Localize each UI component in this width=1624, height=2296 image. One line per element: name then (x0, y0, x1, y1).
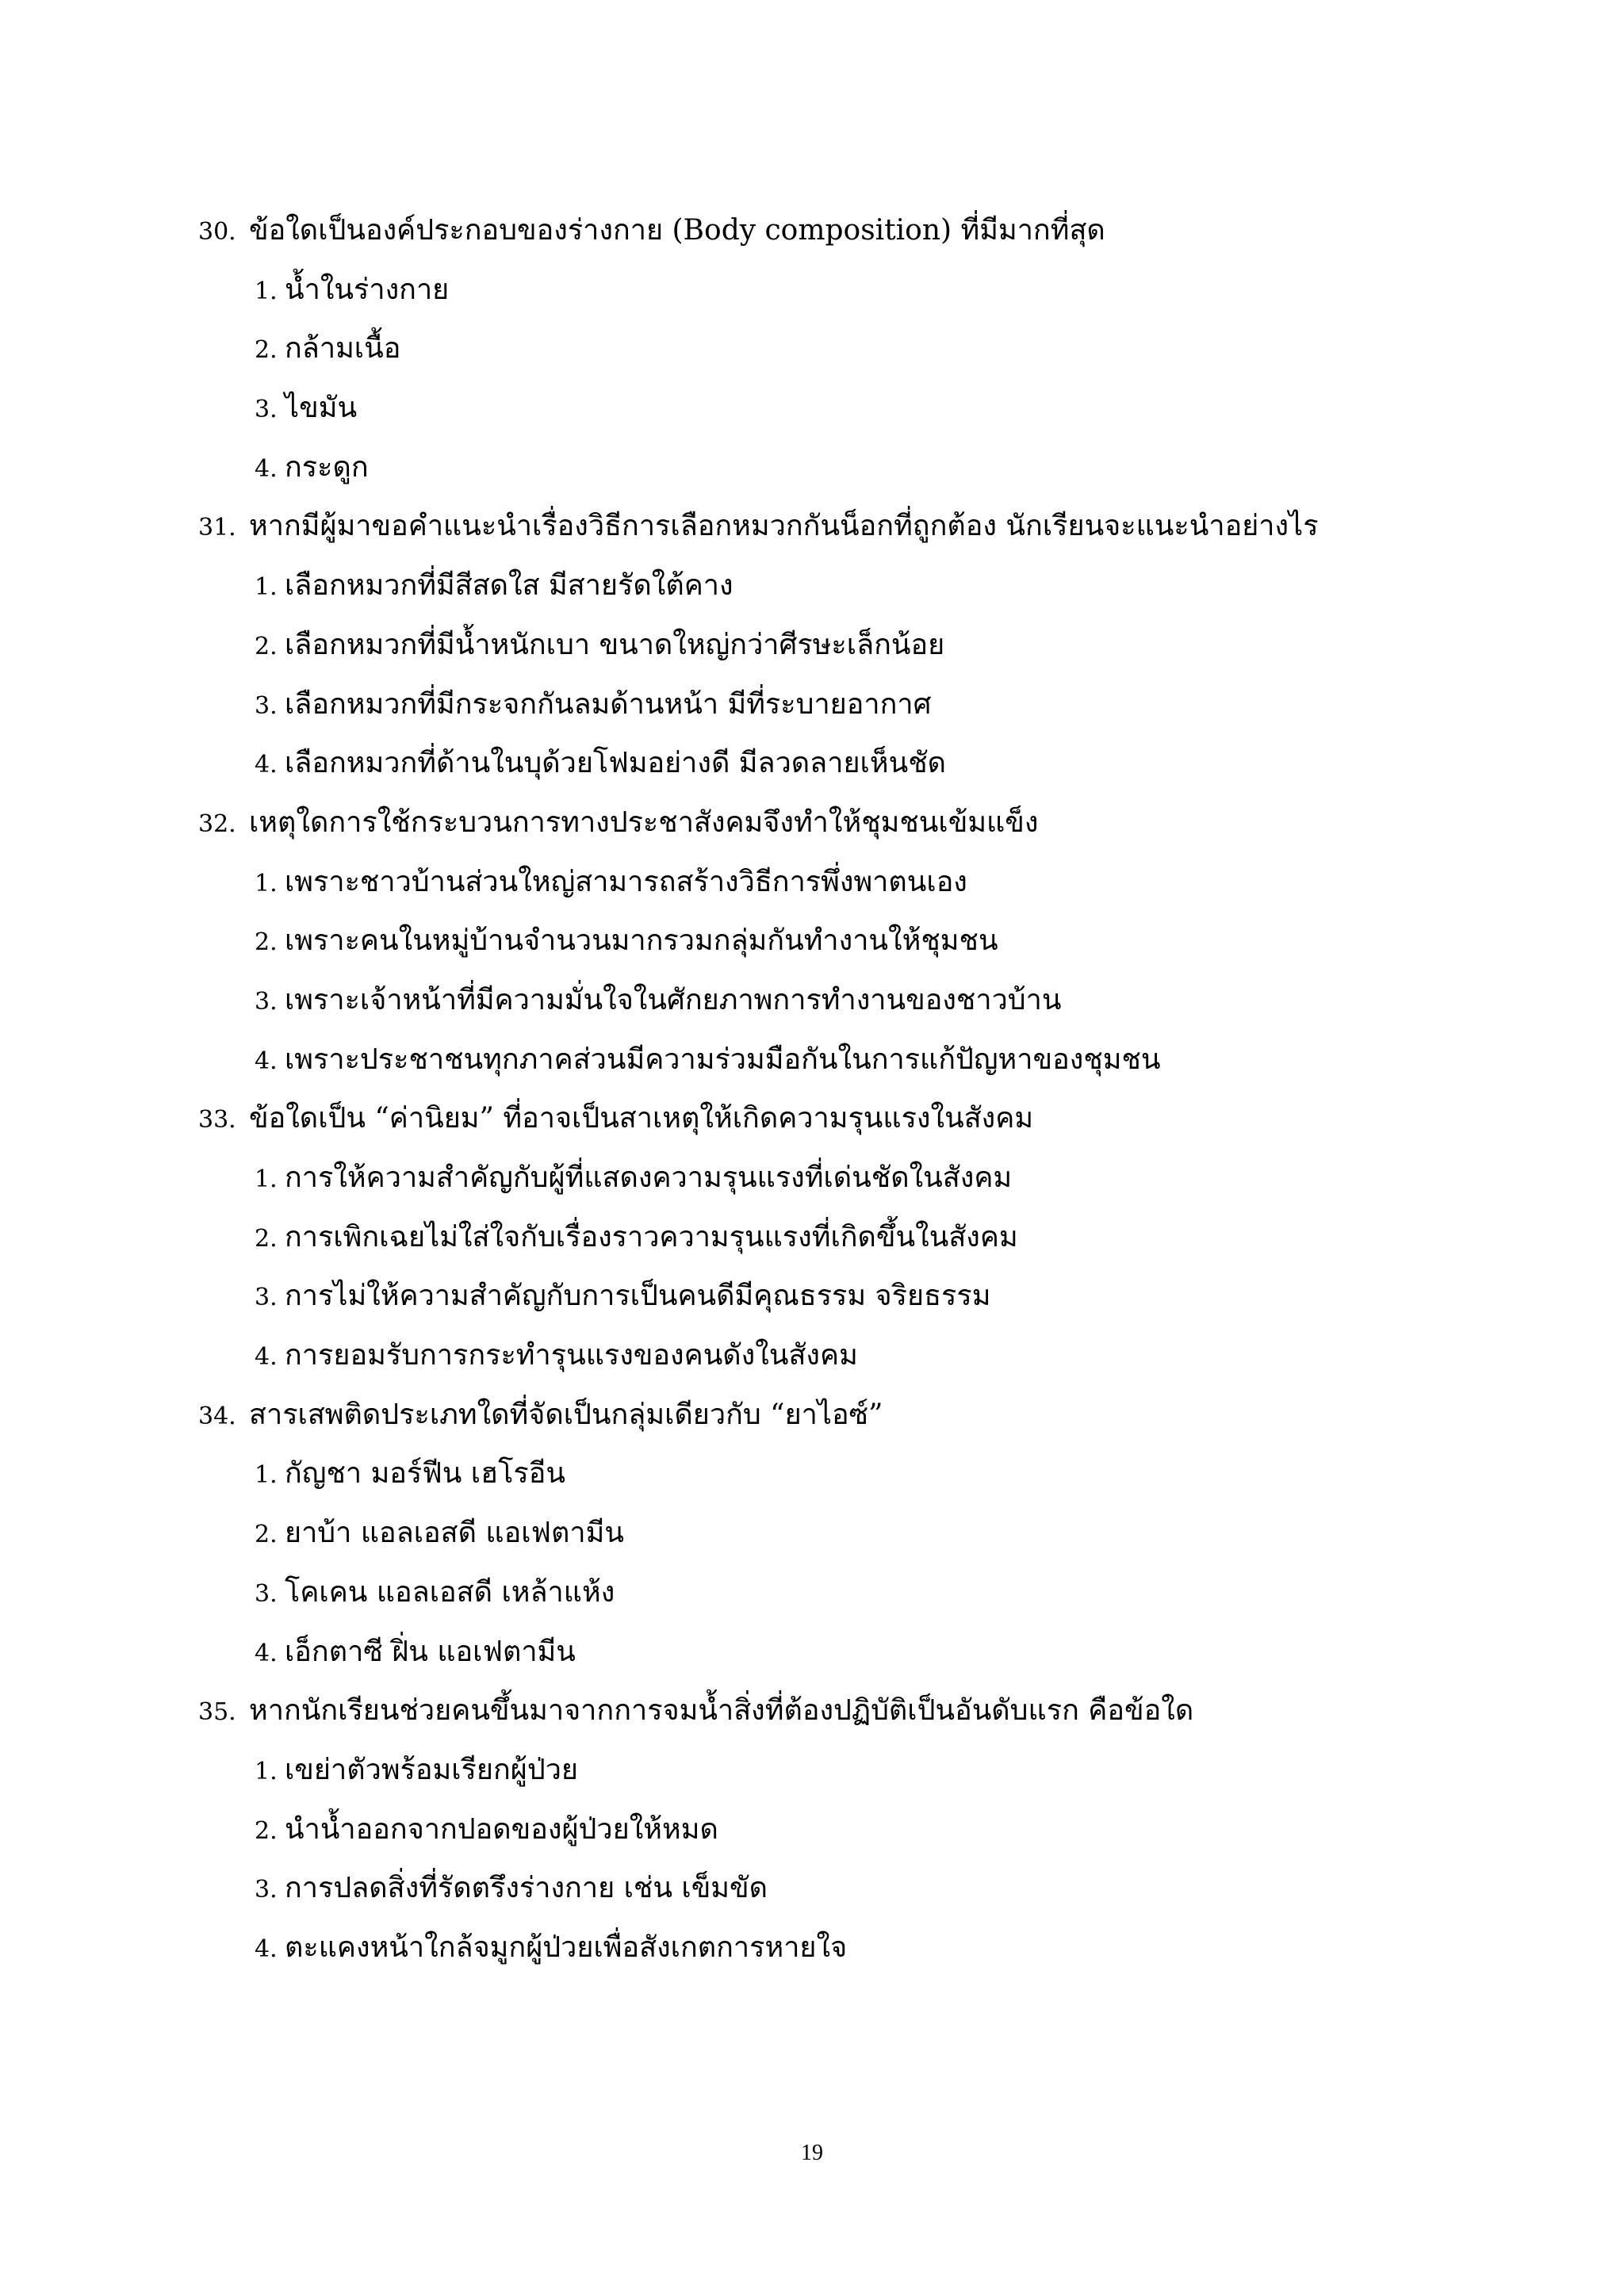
question-number: 35. (198, 1698, 236, 1727)
option-text: การไม่ให้ความสำคัญกับการเป็นคนดีมีคุณธรรม จริยธรรม (285, 1280, 991, 1313)
option-text: เอ็กตาซี ฝิ่น แอเฟตามีน (285, 1635, 576, 1668)
option-text: เลือกหมวกที่มีน้ำหนักเบา ขนาดใหญ่กว่าศีรษะเล็กน้อย (285, 628, 945, 661)
question-text: หากนักเรียนช่วยคนขึ้นมาจากการจมน้ำสิ่งที่ต้องปฏิบัติเป็นอันดับแรก คือข้อใด (249, 1694, 1194, 1728)
option-text: การเพิกเฉยไม่ใส่ใจกับเรื่องราวความรุนแรงที่เกิดขึ้นในสังคม (285, 1220, 1018, 1253)
option-text: การยอมรับการกระทำรุนแรงของคนดังในสังคม (285, 1339, 858, 1372)
option-text: การให้ความสำคัญกับผู้ที่แสดงความรุนแรงที่เด่นชัดในสังคม (285, 1161, 1013, 1194)
option-number: 2. (255, 336, 278, 365)
option-list (198, 853, 1467, 1090)
option-number: 1. (255, 277, 278, 305)
page-number: 19 (801, 2141, 823, 2165)
option-item (198, 1623, 1467, 1682)
option-item (198, 379, 1467, 438)
option-number: 1. (255, 1757, 278, 1785)
option-text: เลือกหมวกที่มีกระจกกันลมด้านหน้า มีที่ระบายอากาศ (285, 687, 932, 721)
option-number: 3. (255, 1579, 278, 1608)
option-number: 3. (255, 1876, 278, 1904)
option-text: เพราะชาวบ้านส่วนใหญ่สามารถสร้างวิธีการพึ่งพาตนเอง (285, 865, 967, 898)
question-stem (198, 1089, 1467, 1149)
option-number: 4. (255, 751, 278, 779)
option-item (198, 912, 1467, 971)
option-item (198, 438, 1467, 498)
option-text: น้ำในร่างกาย (285, 273, 450, 306)
question-number: 33. (198, 1106, 236, 1135)
option-number: 3. (255, 396, 278, 424)
option-item (198, 1919, 1467, 1978)
option-number: 2. (255, 928, 278, 957)
option-item (198, 1031, 1467, 1090)
option-number: 4. (255, 1343, 278, 1372)
option-list (198, 1149, 1467, 1386)
question-number: 30. (198, 218, 236, 246)
question-stem (198, 201, 1467, 261)
option-number: 1. (255, 869, 278, 897)
option-item (198, 557, 1467, 616)
option-item (198, 675, 1467, 735)
option-item (198, 1741, 1467, 1800)
option-item (198, 616, 1467, 675)
option-number: 2. (255, 632, 278, 660)
option-number: 4. (255, 1934, 278, 1963)
option-text: ไขมัน (285, 392, 358, 425)
option-text: ยาบ้า แอลเอสดี แอเฟตามีน (285, 1517, 624, 1550)
question-32 (198, 794, 1467, 1089)
option-text: เขย่าตัวพร้อมเรียกผู้ป่วย (285, 1753, 579, 1786)
option-number: 4. (255, 454, 278, 483)
option-list (198, 1445, 1467, 1682)
option-text: เพราะประชาชนทุกภาคส่วนมีความร่วมมือกันในการแก้ปัญหาของชุมชน (285, 1043, 1161, 1076)
question-text: ข้อใดเป็นองค์ประกอบของร่างกาย (Body composition) ที่มีมากที่สุด (249, 214, 1105, 247)
option-number: 4. (255, 1047, 278, 1075)
option-list (198, 557, 1467, 794)
option-number: 2. (255, 1816, 278, 1845)
option-item (198, 853, 1467, 913)
option-text: กระดูก (285, 450, 369, 484)
option-list (198, 261, 1467, 498)
option-number: 3. (255, 691, 278, 720)
option-item (198, 1445, 1467, 1504)
option-item (198, 1859, 1467, 1919)
option-item (198, 320, 1467, 379)
question-stem (198, 497, 1467, 557)
question-list (198, 201, 1467, 1978)
question-text: สารเสพติดประเภทใดที่จัดเป็นกลุ่มเดียวกับ “ยาไอซ์” (249, 1398, 883, 1431)
question-number: 34. (198, 1402, 236, 1430)
question-text: หากมีผู้มาขอคำแนะนำเรื่องวิธีการเลือกหมวกกันน็อกที่ถูกต้อง นักเรียนจะแนะนำอย่างไร (249, 510, 1319, 543)
option-item (198, 734, 1467, 794)
question-number: 32. (198, 809, 236, 838)
option-number: 1. (255, 1461, 278, 1490)
option-text: กัญชา มอร์ฟีน เฮโรอีน (285, 1457, 565, 1490)
question-35 (198, 1682, 1467, 1977)
option-item (198, 1208, 1467, 1268)
question-stem (198, 1682, 1467, 1741)
option-item (198, 1800, 1467, 1860)
question-stem (198, 794, 1467, 853)
option-item (198, 1149, 1467, 1208)
option-list (198, 1741, 1467, 1978)
option-number: 3. (255, 1284, 278, 1312)
option-text: เพราะคนในหมู่บ้านจำนวนมากรวมกลุ่มกันทำงานให้ชุมชน (285, 924, 998, 958)
option-item (198, 971, 1467, 1031)
question-34 (198, 1386, 1467, 1682)
option-text: เลือกหมวกที่มีสีสดใส มีสายรัดใต้คาง (285, 569, 733, 603)
question-stem (198, 1386, 1467, 1445)
option-item (198, 261, 1467, 320)
option-text: โคเคน แอลเอสดี เหล้าแห้ง (285, 1575, 615, 1609)
question-text: เหตุใดการใช้กระบวนการทางประชาสังคมจึงทำให้ชุมชนเข้มแข็ง (249, 806, 1039, 839)
option-number: 2. (255, 1224, 278, 1253)
option-number: 1. (255, 1165, 278, 1193)
question-number: 31. (198, 514, 236, 542)
option-item (198, 1504, 1467, 1563)
option-text: นำน้ำออกจากปอดของผู้ป่วยให้หมด (285, 1812, 718, 1846)
option-text: ตะแคงหน้าใกล้จมูกผู้ป่วยเพื่อสังเกตการหายใจ (285, 1931, 848, 1964)
option-text: การปลดสิ่งที่รัดตรึงร่างกาย เช่น เข็มขัด (285, 1872, 768, 1905)
option-text: กล้ามเนื้อ (285, 332, 401, 365)
option-number: 4. (255, 1639, 278, 1667)
question-text: ข้อใดเป็น “ค่านิยม” ที่อาจเป็นสาเหตุให้เกิดความรุนแรงในสังคม (249, 1102, 1034, 1135)
question-31 (198, 497, 1467, 793)
option-number: 1. (255, 573, 278, 602)
option-text: เพราะเจ้าหน้าที่มีความมั่นใจในศักยภาพการทำงานของชาวบ้าน (285, 983, 1062, 1016)
option-item (198, 1326, 1467, 1386)
option-text: เลือกหมวกที่ด้านในบุด้วยโฟมอย่างดี มีลวดลายเห็นชัด (285, 747, 947, 780)
option-number: 2. (255, 1521, 278, 1549)
option-item (198, 1563, 1467, 1623)
question-30 (198, 201, 1467, 497)
question-33 (198, 1089, 1467, 1385)
option-item (198, 1267, 1467, 1326)
option-number: 3. (255, 987, 278, 1016)
